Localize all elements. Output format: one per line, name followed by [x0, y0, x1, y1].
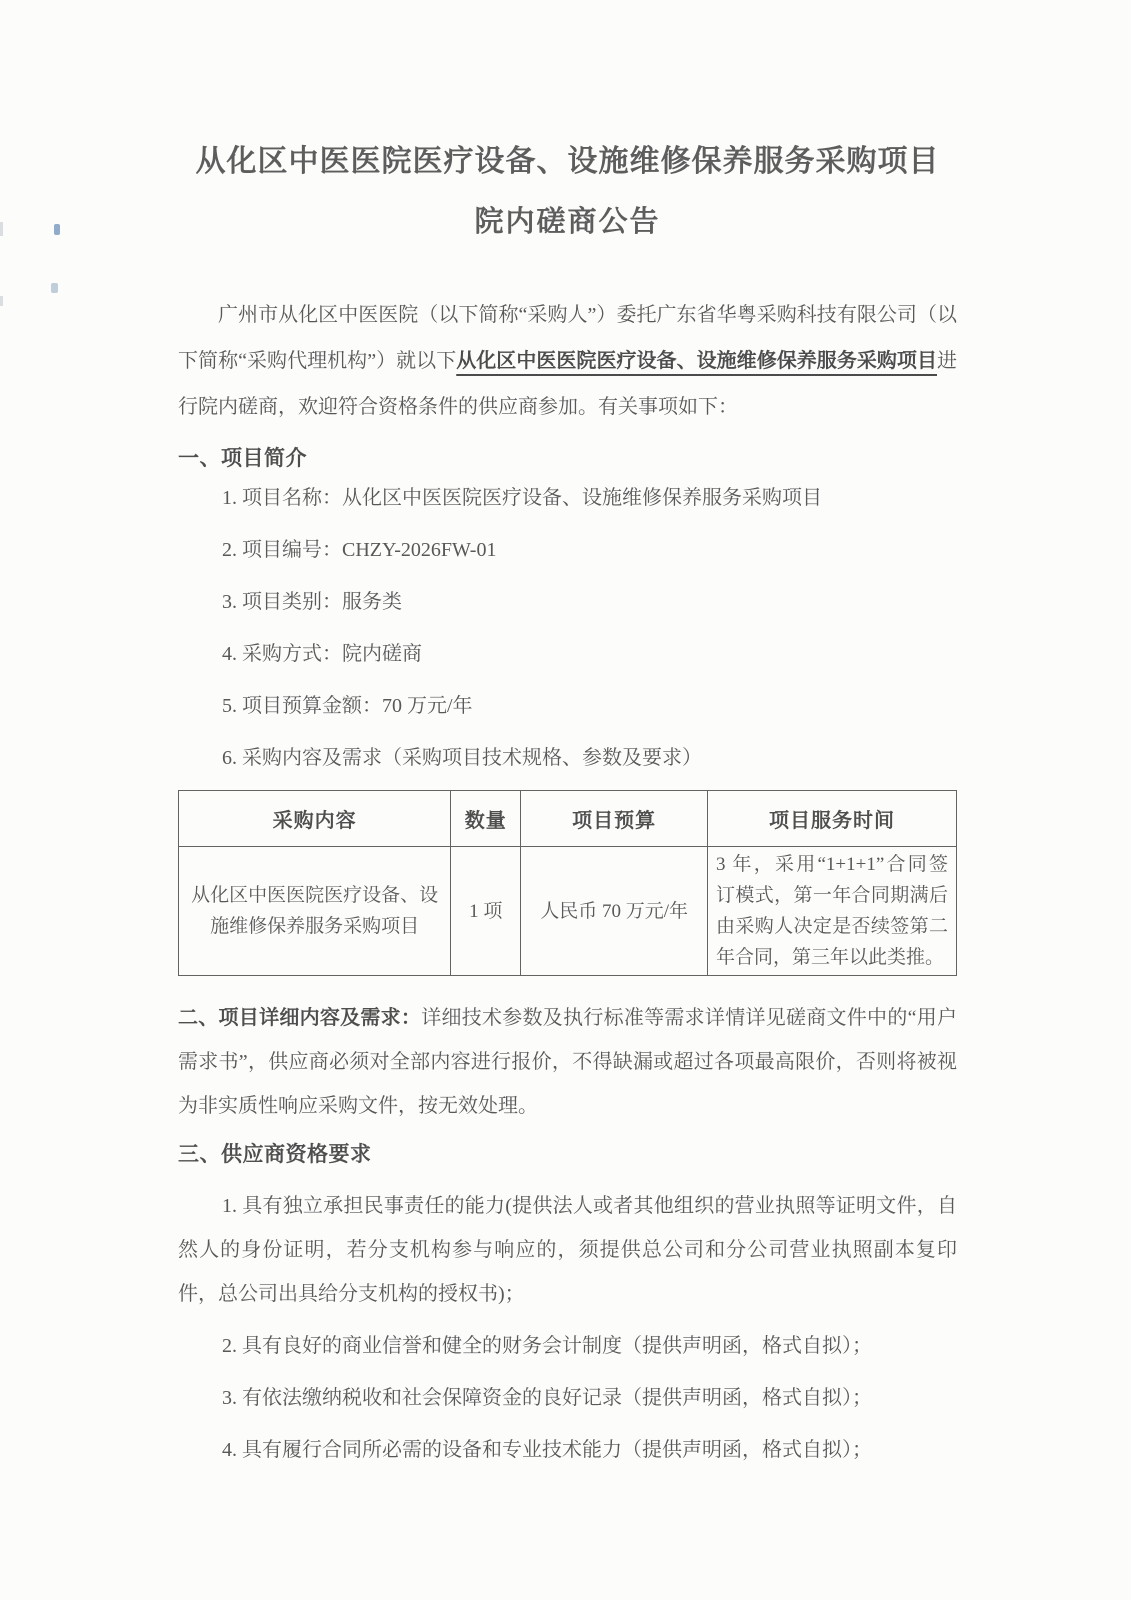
table-header-quantity: 数量: [451, 791, 521, 847]
intro-project-name-emphasis: 从化区中医医院医疗设备、设施维修保养服务采购项目: [456, 350, 937, 372]
cell-quantity: 1 项: [451, 847, 521, 976]
cell-service-time: 3 年，采用“1+1+1”合同签订模式，第一年合同期满后由采购人决定是否续签第二年合同，第三年以此类推。: [708, 847, 957, 976]
section1-item-budget-amount: 5. 项目预算金额：70 万元/年: [222, 695, 473, 717]
intro-text-before: 广州市从化区中医医院（以下简称“采购人”）委托广东省华粤采购科技有限公司（以下简称“采购代理机构”）就以下: [178, 304, 957, 372]
scan-edge-artifact: [0, 296, 3, 306]
section3-item-civil-liability: 1. 具有独立承担民事责任的能力(提供法人或者其他组织的营业执照等证明文件，自然人的身份证明，若分支机构参与响应的，须提供总公司和分公司营业执照副本复印件，总公司出具给分支机构的授权书)；: [178, 1195, 957, 1305]
intro-paragraph: [178, 292, 957, 430]
table-header-service-time: 项目服务时间: [708, 791, 957, 847]
scan-edge-artifact: [0, 222, 3, 236]
section1-item-procurement-requirements: 6. 采购内容及需求（采购项目技术规格、参数及要求）: [222, 747, 702, 769]
table-row: [179, 847, 957, 976]
section1-item-project-category: 3. 项目类别：服务类: [222, 591, 402, 613]
section3-item-technical-capability: 4. 具有履行合同所必需的设备和专业技术能力（提供声明函，格式自拟）；: [222, 1439, 872, 1461]
section2-heading: 二、项目详细内容及需求：: [178, 1007, 422, 1029]
section3-heading: 三、供应商资格要求: [178, 1143, 372, 1166]
section1-item-procurement-method: 4. 采购方式：院内磋商: [222, 643, 422, 665]
section1-item-project-number: 2. 项目编号：CHZY-2026FW-01: [222, 539, 497, 561]
cell-procurement-content: 从化区中医医院医疗设备、设施维修保养服务采购项目: [179, 847, 451, 976]
section3-item-business-reputation: 2. 具有良好的商业信誉和健全的财务会计制度（提供声明函，格式自拟）；: [222, 1335, 872, 1357]
section3-item-tax-record: 3. 有依法缴纳税收和社会保障资金的良好记录（提供声明函，格式自拟）；: [222, 1387, 872, 1409]
ink-speck-artifact: [54, 224, 60, 235]
intro-text-after: 进行院内磋商，欢迎符合资格条件的供应商参加。有关事项如下：: [178, 350, 957, 418]
table-header-row: [179, 791, 957, 847]
section1-heading: 一、项目简介: [178, 447, 307, 470]
procurement-spec-table: [178, 790, 957, 976]
document-content: [0, 142, 1131, 1472]
document-title-line1: 从化区中医医院医疗设备、设施维修保养服务采购项目: [195, 145, 940, 178]
table-header-procurement-content: 采购内容: [179, 791, 451, 847]
section1-item-project-name: 1. 项目名称：从化区中医医院医疗设备、设施维修保养服务采购项目: [222, 487, 822, 509]
table-header-project-budget: 项目预算: [521, 791, 708, 847]
cell-project-budget: 人民币 70 万元/年: [521, 847, 708, 976]
document-title-line2: 院内磋商公告: [474, 206, 661, 238]
section2-body: 详细技术参数及执行标准等需求详情详见磋商文件中的“用户需求书”，供应商必须对全部内容进行报价，不得缺漏或超过各项最高限价，否则将被视为非实质性响应采购文件，按无效处理。: [178, 1007, 957, 1117]
ink-speck-artifact: [51, 283, 58, 293]
section2-paragraph: [178, 996, 957, 1128]
